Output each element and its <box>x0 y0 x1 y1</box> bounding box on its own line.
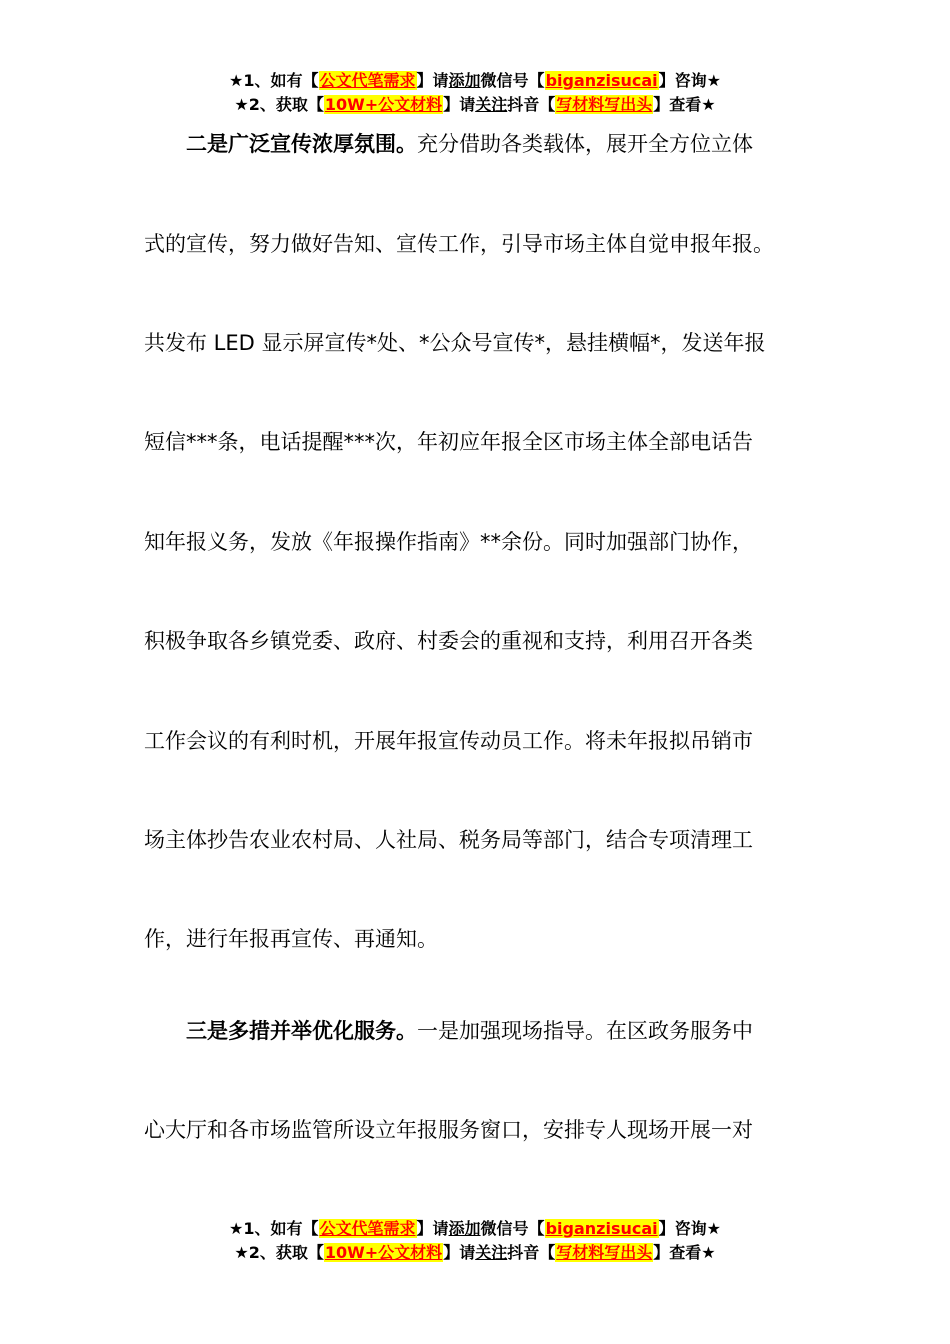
banner-text: 】请 <box>416 71 449 90</box>
header-banner <box>0 69 950 117</box>
banner-line-2 <box>0 93 950 117</box>
banner-text: 】请 <box>443 95 476 114</box>
paragraph-1-lead: 二是广泛宣传浓厚氛围。 <box>186 132 417 156</box>
banner-text: ★2、获取【 <box>234 1243 324 1262</box>
paragraph-1-line-9: 作，进行年报再宣传、再通知。 <box>144 927 438 951</box>
banner-highlight: 写材料写出头 <box>556 95 653 114</box>
paragraph-1-line-5: 知年报义务，发放《年报操作指南》**余份。同时加强部门协作， <box>144 530 753 554</box>
banner-highlight: biganzisucai <box>545 71 658 90</box>
banner-text: ★1、如有【 <box>229 1219 319 1238</box>
paragraph-1-line-2: 式的宣传，努力做好告知、宣传工作，引导市场主体自觉申报年报。 <box>144 232 774 256</box>
paragraph-2-lead: 三是多措并举优化服务。 <box>186 1019 417 1043</box>
banner-line-1 <box>0 1217 950 1241</box>
banner-text: 】咨询★ <box>658 1219 721 1238</box>
banner-text: 微信号【 <box>480 71 545 90</box>
banner-highlight: 10W+公文材料 <box>324 95 443 114</box>
banner-line-1 <box>0 69 950 93</box>
banner-highlight: 写材料写出头 <box>556 1243 653 1262</box>
banner-text: 微信号【 <box>480 1219 545 1238</box>
banner-text: ★2、获取【 <box>234 95 324 114</box>
banner-line-2 <box>0 1241 950 1265</box>
banner-underlined: 关注 <box>475 95 508 114</box>
banner-highlight: biganzisucai <box>545 1219 658 1238</box>
banner-text: 】查看★ <box>653 1243 716 1262</box>
banner-underlined: 添加 <box>448 71 481 90</box>
banner-text: 抖音【 <box>507 95 556 114</box>
banner-text: 】查看★ <box>653 95 716 114</box>
banner-text: 】请 <box>443 1243 476 1262</box>
banner-underlined: 关注 <box>475 1243 508 1262</box>
banner-text: 抖音【 <box>507 1243 556 1262</box>
paragraph-2-line-2: 心大厅和各市场监管所设立年报服务窗口，安排专人现场开展一对 <box>144 1118 753 1142</box>
banner-highlight: 公文代笔需求 <box>319 1219 416 1238</box>
paragraph-2-line-1 <box>144 1016 753 1046</box>
banner-highlight: 10W+公文材料 <box>324 1243 443 1262</box>
banner-text: 】请 <box>416 1219 449 1238</box>
paragraph-1-line-7: 工作会议的有利时机，开展年报宣传动员工作。将未年报拟吊销市 <box>144 729 753 753</box>
paragraph-1-line-4: 短信***条，电话提醒***次，年初应年报全区市场主体全部电话告 <box>144 430 753 454</box>
paragraph-1-line-8: 场主体抄告农业农村局、人社局、税务局等部门，结合专项清理工 <box>144 828 753 852</box>
banner-highlight: 公文代笔需求 <box>319 71 416 90</box>
paragraph-text: 一是加强现场指导。在区政务服务中 <box>417 1019 753 1043</box>
paragraph-text: 充分借助各类载体，展开全方位立体 <box>417 132 753 156</box>
banner-underlined: 添加 <box>448 1219 481 1238</box>
paragraph-1-line-6: 积极争取各乡镇党委、政府、村委会的重视和支持，利用召开各类 <box>144 629 753 653</box>
banner-text: ★1、如有【 <box>229 71 319 90</box>
banner-text: 】咨询★ <box>658 71 721 90</box>
footer-banner <box>0 1217 950 1265</box>
paragraph-1-line-1 <box>144 129 753 159</box>
paragraph-1-line-3: 共发布 LED 显示屏宣传*处、*公众号宣传*，悬挂横幅*，发送年报 <box>144 331 766 355</box>
